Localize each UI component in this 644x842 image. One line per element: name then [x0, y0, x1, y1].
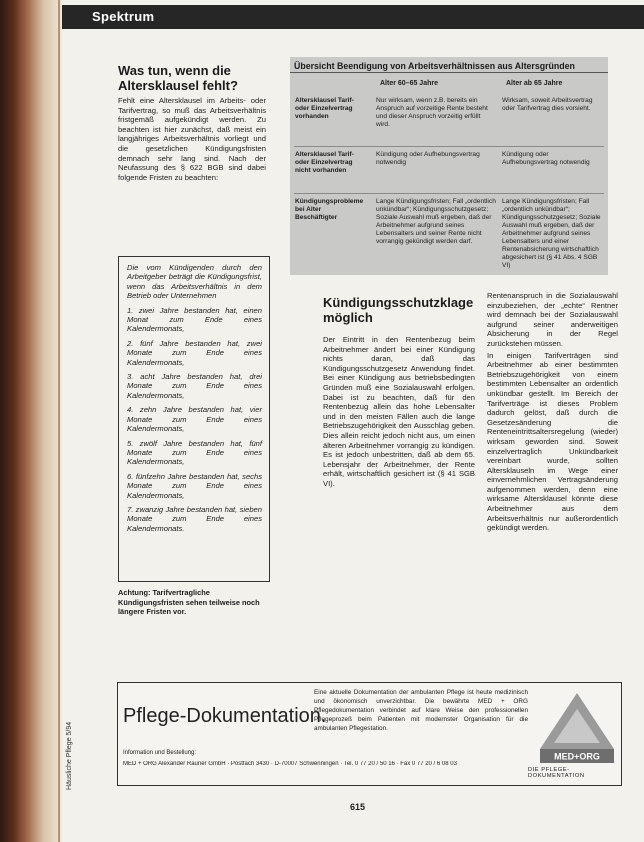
overview-table	[290, 57, 608, 275]
row-divider	[294, 193, 604, 194]
page-number: 615	[350, 802, 366, 812]
row-label: Altersklausel Tarif- oder Einzelvertrag nicht vorhanden	[295, 151, 354, 174]
article2-column-right	[487, 291, 618, 633]
table-cell: Kündigung oder Aufhebungsvertrag notwendig	[376, 151, 480, 166]
overview-title: Übersicht Beendigung von Arbeitsverhältnissen aus Altersgründen	[290, 57, 608, 73]
article-title: Was tun, wenn die Altersklausel fehlt?	[118, 63, 238, 93]
ad-brand: Pflege-Dokumentation.	[123, 705, 327, 727]
row-label: Altersklausel Tarif- oder Einzelvertrag vorhanden	[295, 97, 354, 120]
quote-paragraph: 6. fünfzehn Jahre bestanden hat, sechs Monate zum Ende eines Kalendermonats,	[127, 471, 262, 500]
quote-caption: Achtung: Tarifvertragliche Kündigungsfristen sehen teilweise noch längere Fristen vor.	[118, 588, 260, 616]
book-binding	[0, 0, 62, 842]
paragraph: Rentenanspruch in die Sozialauswahl einzubeziehen, der „echte“ Rentner wird demnach bei der Sozialauswahl aufgrund seiner anderweitigen Absicherung in der Regel zurückstehen müssen.	[487, 291, 618, 348]
quote-paragraph: 3. acht Jahre bestanden hat, drei Monate zum Ende eines Kalendermonats,	[127, 372, 262, 400]
section-label: Spektrum	[92, 9, 155, 24]
quote-box	[118, 256, 270, 582]
column-header: Alter 60–65 Jahre	[380, 80, 438, 87]
logo-text: MED+ORG	[554, 751, 600, 762]
column-header: Alter ab 65 Jahre	[506, 80, 563, 87]
row-divider	[294, 146, 604, 147]
ad-tagline: DIE PFLEGE-DOKUMENTATION	[528, 767, 585, 779]
advertisement	[117, 682, 622, 786]
table-cell: Wirksam, soweit Arbeitsvertrag oder Tarifvertrag dies vorsieht.	[502, 97, 593, 112]
table-cell: Lange Kündigungsfristen; Fall „ordentlich unkündbar“; Kündigungsschutzgesetz; Soziale Auswahl muß ergeben, daß der Arbeitnehmer aufgrund seines Lebensalters und seiner Rente nicht vorrangig gekündigt werden darf.	[376, 198, 496, 245]
binding-edge	[58, 0, 60, 842]
quote-paragraph: Die vom Kündigenden durch den Arbeitgeber beträgt die Kündigungsfrist, wenn das Arbeitsverhältnis in dem Betrieb oder Unternehmen	[127, 263, 262, 301]
quote-paragraph: 5. zwölf Jahre bestanden hat, fünf Monate zum Ende eines Kalendermonats,	[127, 438, 262, 467]
article2-column-left	[323, 335, 475, 633]
paragraph: In einigen Tarifverträgen sind Arbeitnehmer ab einer bestimmten Betriebszugehörigkeit von einem bestimmten Lebensalter an ordentlich unkündbar gestellt. Im Bereich der Tarifverträge ist dieses Problem dadurch gelöst, daß durch die Gesetzesänderung die Renteneintrittsaltersregelung (wieder) wirksam geworden sind. Soweit einzelvertraglich Unkündbarkeit vereinbart wurde, sollten Altersklauseln im Wege einer einvernehmlichen Vertragsänderung aufgenommen werden, denn eine wirksame Altersklausel könnte diese Arbeitnehmer aus dem Arbeitsverhältnis nur außerordentlich gekündigt werden.	[487, 350, 618, 533]
row-label: Kündigungsprobleme bei Alter Beschäftigter	[295, 198, 364, 221]
table-cell: Kündigung oder Aufhebungsvertrag notwendig	[502, 151, 590, 166]
paragraph: Der Eintritt in den Rentenbezug beim Arbeitnehmer ändert bei einer Kündigung nichts daran, daß das Kündigungsschutzgesetz Anwendung findet. Bei einer Kündigung aus betriebsbedingten Gründen muß eine Sozialauswahl erfolgen. Dabei ist zu beachten, daß für den Rentenbezug allein das hohe Lebensalter und in den meisten Fällen auch die lange Betriebszugehörigkeit den Ausschlag geben. Dies allein reicht jedoch nicht aus, um einen älteren Arbeitnehmer vorrangig zu kündigen. Es ist jedoch unbestritten, daß ab dem 65. Lebensjahr der Arbeitnehmer, der Rente erhält, wirtschaftlich gesichert ist (§ 41 SGB VI).	[323, 335, 475, 488]
ad-contact: MED + ORG Alexander Rauner GmbH · Postfach 3430 · D-70007 Schwenningen · Tel. 0 77 20 / 50 16 · Fax 0 77 20 / 6 08 03	[123, 761, 457, 767]
med-org-logo-icon	[538, 691, 616, 765]
quote-paragraph: 1. zwei Jahre bestanden hat, einen Monat zum Ende eines Kalendermonats,	[127, 305, 262, 334]
ad-description: Eine aktuelle Dokumentation der ambulanten Pflege ist heute medizinisch und ökonomisch unverzichtbar. Die bewährte MED + ORG Pflegedokumentation verbindet auf klare Weise den professionellen Pflegeprozeß beim Patienten mit modernster Organisation für die ambulanten Pflegestation.	[314, 689, 528, 732]
journal-side-label: Häusliche Pflege 5/94	[66, 721, 73, 790]
quote-paragraph: 4. zehn Jahre bestanden hat, vier Monate zum Ende eines Kalendermonats,	[127, 405, 262, 434]
section-header	[62, 5, 644, 29]
table-cell: Nur wirksam, wenn z.B. bereits ein Anspruch auf vorzeitige Rente besteht und dieser Anspruch vorzeitig erfüllt wird.	[376, 97, 488, 128]
quote-paragraph: 7. zwanzig Jahre bestanden hat, sieben Monate zum Ende eines Kalendermonats.	[127, 504, 262, 533]
quote-paragraph: 2. fünf Jahre bestanden hat, zwei Monate zum Ende eines Kalendermonats,	[127, 338, 262, 367]
ad-info-label: Information und Bestellung:	[123, 750, 197, 756]
table-cell: Lange Kündigungsfristen; Fall „ordentlich unkündbar“; Kündigungsschutzgesetz; Soziale Auswahl muß ergeben, daß der Arbeitnehmer aufgrund seines Lebensalters und einer Rentenabsicherung wirtschaftlich abgesichert ist (§ 41 Abs. 4 SGB VI)	[502, 198, 601, 269]
article2-title: Kündigungsschutzklage möglich	[323, 295, 474, 325]
article-intro: Fehlt eine Altersklausel im Arbeits- oder Tarifvertrag, so muß das Arbeitsverhältnis fristgemäß aufgekündigt werden. Zu beachten ist hier zunächst, daß meist ein langjähriges Arbeitsverhältnis vorliegt und die gesetzlichen Kündigungsfristen demnach sehr lang sind. Nach der Neufassung des § 622 BGB sind dabei folgende Fristen zu beachten:	[118, 96, 266, 182]
